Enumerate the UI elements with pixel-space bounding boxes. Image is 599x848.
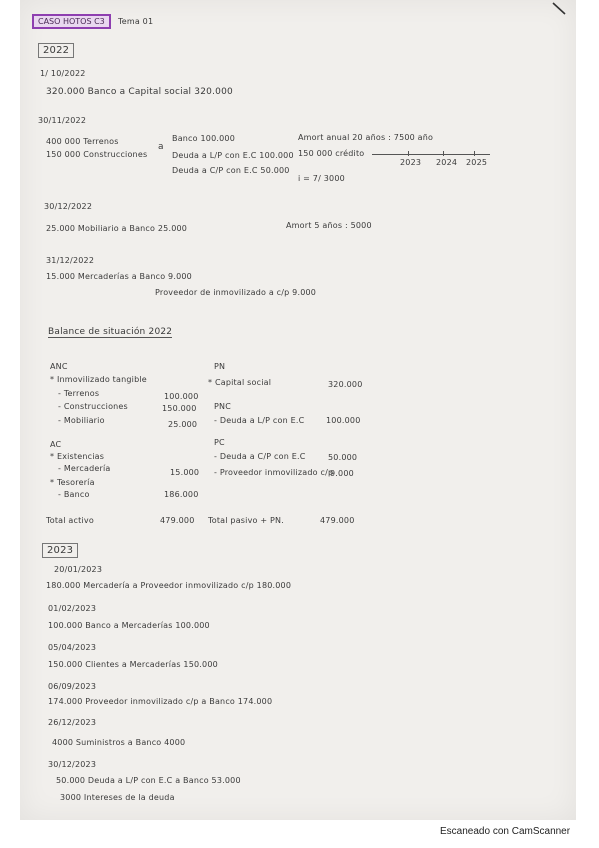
entry-text: 100.000 Banco a Mercaderías 100.000 xyxy=(48,621,210,630)
timeline-tick xyxy=(408,151,409,156)
balance-item: - Construcciones xyxy=(58,402,128,411)
balance-heading: ANC xyxy=(50,362,68,371)
entry-text: Proveedor de inmovilizado a c/p 9.000 xyxy=(155,288,317,297)
corner-mark xyxy=(552,2,566,16)
balance-value: 9.000 xyxy=(330,469,354,478)
timeline-year: 2023 xyxy=(400,158,422,167)
balance-heading: PN xyxy=(214,362,226,371)
balance-value: 25.000 xyxy=(168,420,198,429)
entry-text: Deuda a C/P con E.C 50.000 xyxy=(172,166,290,175)
scanner-watermark: Escaneado con CamScanner xyxy=(440,826,571,837)
entry-date: 1/ 10/2022 xyxy=(40,69,86,78)
entry-text: 150 000 Construcciones xyxy=(46,150,148,159)
balance-total-value: 479.000 xyxy=(320,516,355,525)
balance-value: 150.000 xyxy=(162,404,197,413)
balance-item: - Banco xyxy=(58,490,90,499)
balance-value: 15.000 xyxy=(170,468,200,477)
interest-note: i = 7/ 3000 xyxy=(298,174,345,183)
timeline-tick xyxy=(443,151,444,156)
balance-item: * Tesorería xyxy=(50,478,95,487)
timeline-tick xyxy=(474,151,475,156)
balance-total: Total activo xyxy=(46,516,94,525)
entry-date: 26/12/2023 xyxy=(48,718,97,727)
year-2022: 2022 xyxy=(38,43,74,58)
entry-text: 180.000 Mercadería a Proveedor inmovilizado c/p 180.000 xyxy=(46,581,292,590)
year-2023: 2023 xyxy=(42,543,78,558)
balance-heading: PC xyxy=(214,438,225,447)
balance-item: * Inmovilizado tangible xyxy=(50,375,147,384)
timeline-year: 2024 xyxy=(436,158,458,167)
entry-text: 3000 Intereses de la deuda xyxy=(60,793,175,802)
timeline-year: 2025 xyxy=(466,158,488,167)
entry-date: 20/01/2023 xyxy=(54,565,103,574)
entry-text: Banco 100.000 xyxy=(172,134,235,143)
credit-note: 150 000 crédito xyxy=(298,149,365,158)
entry-text: Deuda a L/P con E.C 100.000 xyxy=(172,151,294,160)
entry-date: 01/02/2023 xyxy=(48,604,97,613)
entry-text: 400 000 Terrenos xyxy=(46,137,119,146)
balance-item: - Deuda a L/P con E.C xyxy=(214,416,305,425)
entry-text: 15.000 Mercaderías a Banco 9.000 xyxy=(46,272,192,281)
balance-title: Balance de situación 2022 xyxy=(48,327,173,337)
balance-total: Total pasivo + PN. xyxy=(208,516,284,525)
entry-text: 150.000 Clientes a Mercaderías 150.000 xyxy=(48,660,218,669)
balance-heading: AC xyxy=(50,440,62,449)
entry-date: 06/09/2023 xyxy=(48,682,97,691)
balance-item: - Terrenos xyxy=(58,389,100,398)
balance-item: - Mobiliario xyxy=(58,416,105,425)
entry-text: 4000 Suministros a Banco 4000 xyxy=(52,738,186,747)
entry-date: 05/04/2023 xyxy=(48,643,97,652)
entry-text: a xyxy=(158,142,164,152)
balance-value: 320.000 xyxy=(328,380,363,389)
entry-text: 320.000 Banco a Capital social 320.000 xyxy=(46,87,233,97)
balance-total-value: 479.000 xyxy=(160,516,195,525)
balance-value: 186.000 xyxy=(164,490,199,499)
amort-note: Amort 5 años : 5000 xyxy=(286,221,372,230)
balance-item: - Proveedor inmovilizado c/p xyxy=(214,468,334,477)
entry-text: 50.000 Deuda a L/P con E.C a Banco 53.000 xyxy=(56,776,241,785)
entry-text: 25.000 Mobiliario a Banco 25.000 xyxy=(46,224,188,233)
timeline-line xyxy=(372,154,490,155)
case-label: CASO HOTOS C3 xyxy=(32,14,111,29)
balance-item: - Deuda a C/P con E.C xyxy=(214,452,306,461)
amort-note: Amort anual 20 años : 7500 año xyxy=(298,133,434,142)
page-label: Tema 01 xyxy=(118,17,154,26)
entry-date: 30/12/2023 xyxy=(48,760,97,769)
entry-text: 174.000 Proveedor inmovilizado c/p a Banco 174.000 xyxy=(48,697,273,706)
balance-item: - Mercadería xyxy=(58,464,111,473)
balance-heading: PNC xyxy=(214,402,231,411)
balance-item: * Existencias xyxy=(50,452,105,461)
entry-date: 30/12/2022 xyxy=(44,202,93,211)
balance-value: 100.000 xyxy=(326,416,361,425)
balance-value: 50.000 xyxy=(328,453,358,462)
balance-value: 100.000 xyxy=(164,392,199,401)
entry-date: 30/11/2022 xyxy=(38,116,87,125)
entry-date: 31/12/2022 xyxy=(46,256,95,265)
balance-item: * Capital social xyxy=(208,378,272,387)
